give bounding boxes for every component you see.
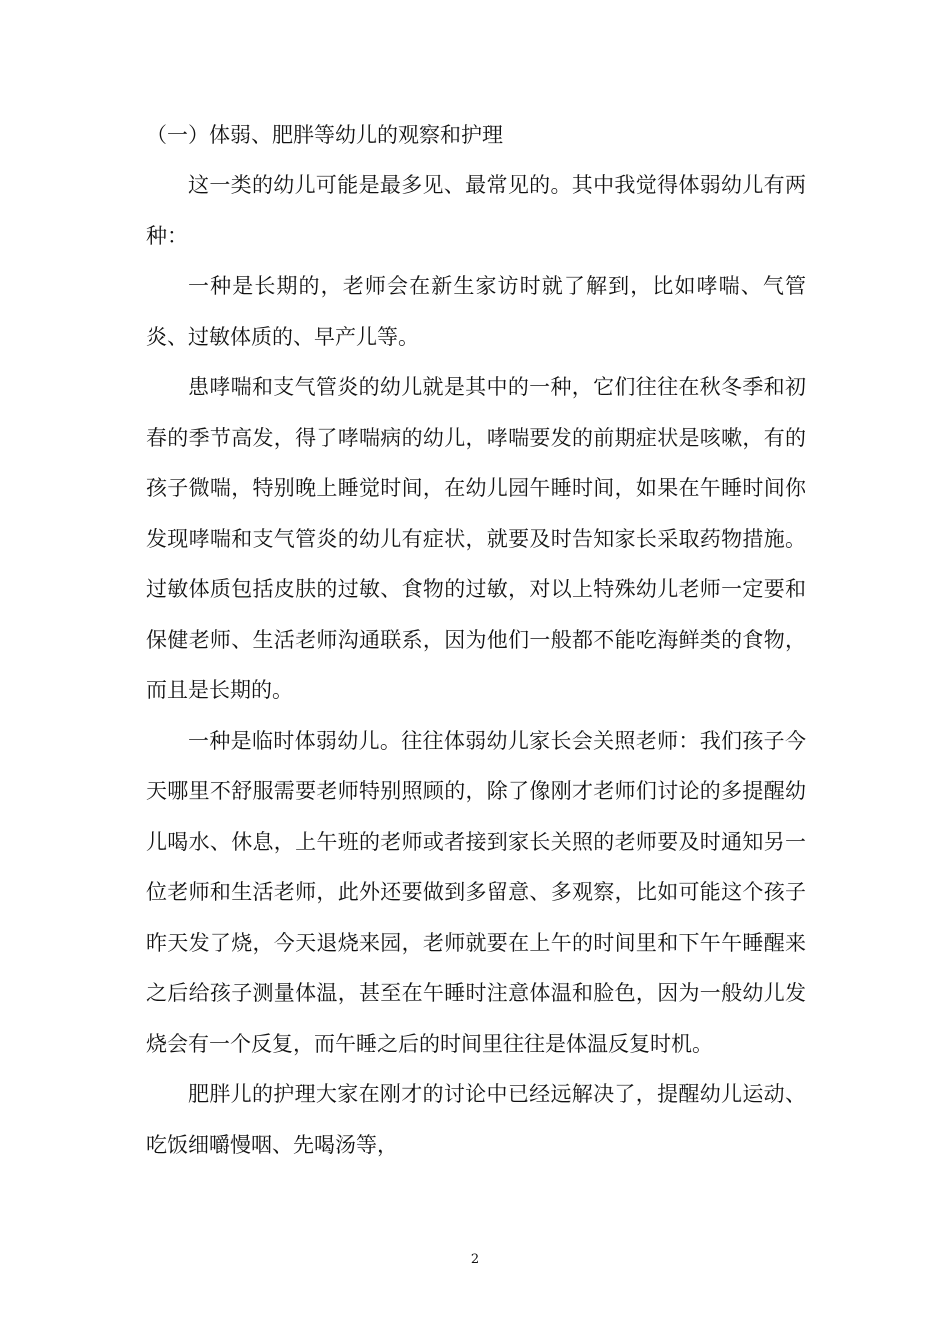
section-heading: （一）体弱、肥胖等幼儿的观察和护理 (146, 123, 503, 147)
body-text (146, 160, 806, 1170)
paragraph-body-5: 肥胖儿的护理大家在刚才的讨论中已经远解决了，提醒幼儿运动、吃饭细嚼慢咽、先喝汤等， (146, 1082, 806, 1157)
paragraph-body-2: 一种是长期的，老师会在新生家访时就了解到，比如哮喘、气管炎、过敏体质的、早产儿等。 (146, 274, 806, 349)
page-number: 2 (470, 1252, 480, 1267)
paragraph-body-3: 患哮喘和支气管炎的幼儿就是其中的一种，它们往往在秋冬季和初春的季节高发，得了哮喘病的幼儿，哮喘要发的前期症状是咳嗽，有的孩子微喘，特别晚上睡觉时间，在幼儿园午睡时间，如果在午睡时间你发现哮喘和支气管炎的幼儿有症状，就要及时告知家长采取药物措施。过敏体质包括皮肤的过敏、食物的过敏，对以上特殊幼儿老师一定要和保健老师、生活老师沟通联系，因为他们一般都不能吃海鲜类的食物，而且是长期的。 (146, 375, 806, 702)
paragraph-body-1: 这一类的幼儿可能是最多见、最常见的。其中我觉得体弱幼儿有两种： (146, 173, 806, 248)
paragraph-body-4: 一种是临时体弱幼儿。往往体弱幼儿家长会关照老师：我们孩子今天哪里不舒服需要老师特别照顾的，除了像刚才老师们讨论的多提醒幼儿喝水、休息，上午班的老师或者接到家长关照的老师要及时通知另一位老师和生活老师，此外还要做到多留意、多观察，比如可能这个孩子昨天发了烧，今天退烧来园，老师就要在上午的时间里和下午午睡醒来之后给孩子测量体温，甚至在午睡时注意体温和脸色，因为一般幼儿发烧会有一个反复，而午睡之后的时间里往往是体温反复时机。 (146, 728, 806, 1056)
